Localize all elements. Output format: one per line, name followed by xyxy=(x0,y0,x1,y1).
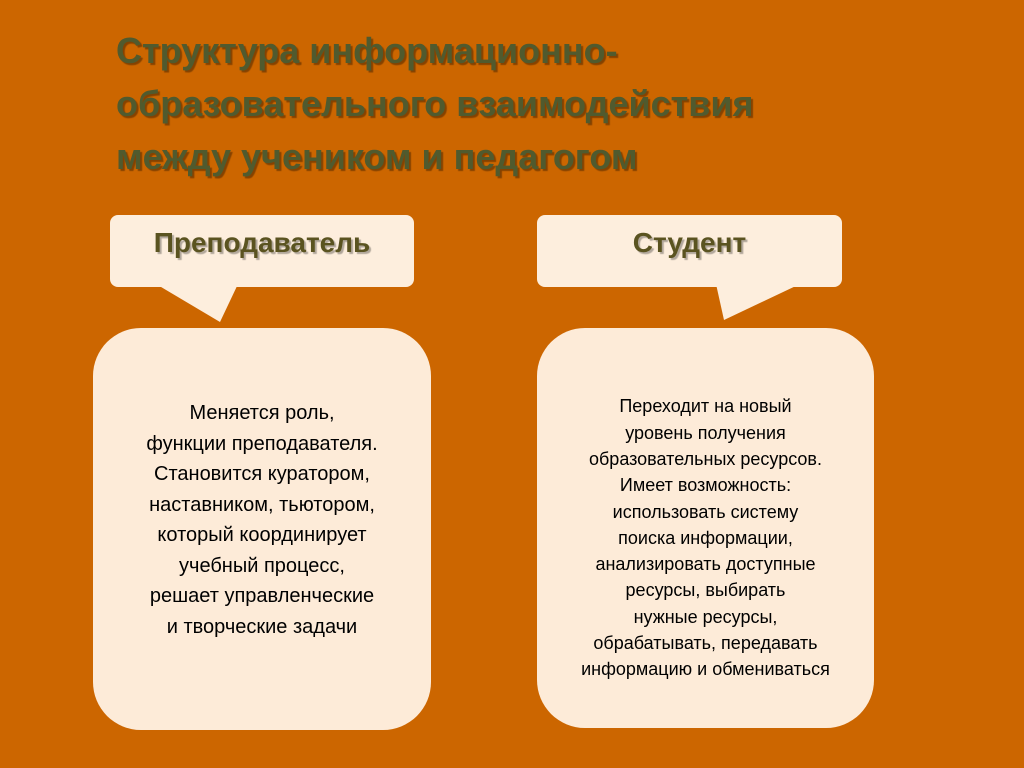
student-info-box xyxy=(537,328,874,728)
teacher-info-box xyxy=(93,328,431,730)
title-line-2: образовательного взаимодействия xyxy=(116,83,754,124)
title-line-3: между учеником и педагогом xyxy=(116,136,638,177)
student-callout-tail xyxy=(716,284,800,320)
student-description: Переходит на новый уровень получения образовательных ресурсов. Имеет возможность: использовать систему поиска информации, анализировать доступные ресурсы, выбирать нужные ресурсы, обрабатывать, передавать информацию и обмениваться xyxy=(581,396,830,680)
title-line-1: Структура информационно- xyxy=(116,30,618,71)
teacher-label: Преподаватель xyxy=(153,227,371,258)
teacher-callout-tail xyxy=(156,284,238,322)
teacher-callout xyxy=(110,215,414,287)
student-label: Студент xyxy=(632,227,747,258)
student-callout xyxy=(537,215,842,287)
teacher-description: Меняется роль, функции преподавателя. Становится куратором, наставником, тьютором, который координирует учебный процесс, решает управленческие и творческие задачи xyxy=(146,402,378,638)
